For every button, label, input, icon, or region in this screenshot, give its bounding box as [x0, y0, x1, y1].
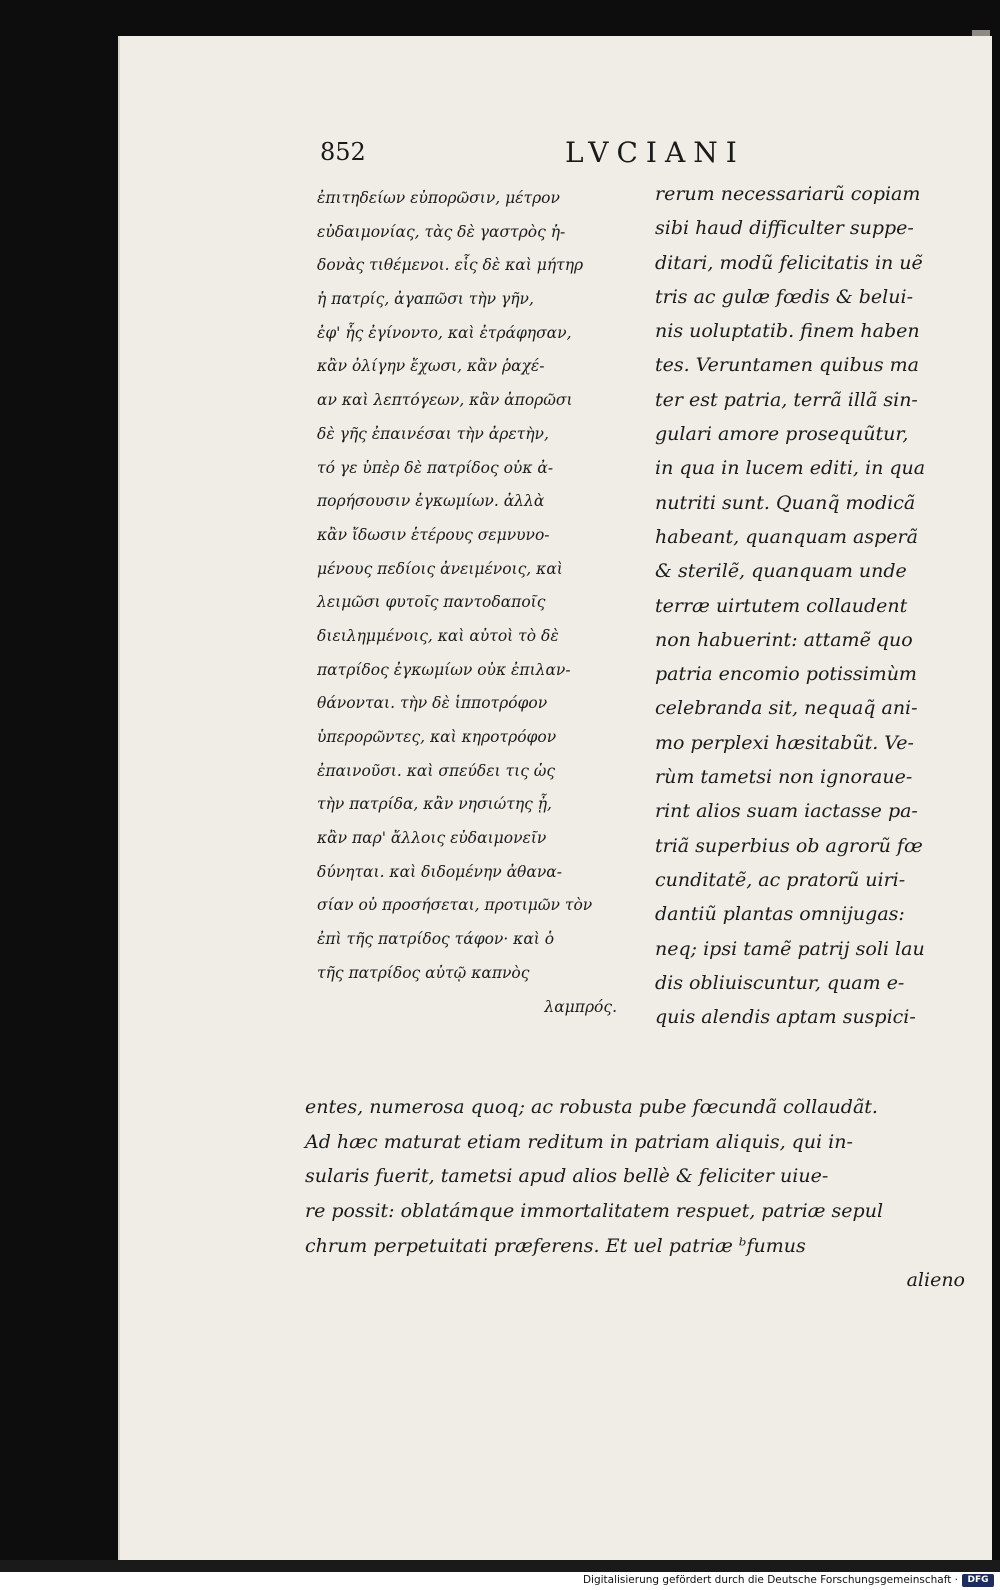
digitization-footer: [0, 1572, 1000, 1590]
greek-line: πατρίδος ἐγκωμίων οὐκ ἐπιλαν-: [317, 660, 571, 679]
latin-line: ter est patria, terrã illã sin-: [655, 388, 918, 411]
greek-line: τὴν πατρίδα, κἂν νησιώτης ᾖ,: [317, 795, 552, 814]
latin-line: in qua in lucem editi, in qua: [655, 457, 926, 480]
page-shadow: [0, 1560, 1000, 1572]
latin-line: terræ uirtutem collaudent: [655, 594, 908, 617]
latin-line: nis uoluptatib. finem haben: [655, 320, 920, 343]
full-width-line: sularis fuerit, tametsi apud alios bellè & feliciter uiue-: [305, 1165, 829, 1188]
page-header: [320, 138, 960, 174]
latin-line: ditari, modũ felicitatis in uẽ: [655, 251, 923, 274]
greek-line: δονὰς τιθέμενοι. εἷς δὲ καὶ μήτηρ: [317, 256, 584, 275]
latin-line: nutriti sunt. Quanq̃ modicã: [655, 491, 916, 514]
greek-line: αν καὶ λεπτόγεων, κἂν ἀπορῶσι: [317, 391, 573, 410]
greek-line: ἐπαινοῦσι. καὶ σπεύδει τις ὡς: [317, 761, 556, 780]
dfg-logo-icon: DFG: [962, 1574, 994, 1587]
page-number: 852: [320, 138, 366, 166]
latin-line: & sterilẽ, quanquam unde: [655, 560, 907, 583]
latin-line: dis obliuiscuntur, quam e-: [655, 971, 905, 994]
greek-line: μένους πεδίοις ἀνειμένοις, καὶ: [317, 559, 563, 578]
greek-line: διειλημμένοις, καὶ αὐτοὶ τὸ δὲ: [317, 626, 559, 645]
full-width-line: re possit: oblatámque immortalitatem respuet, patriæ sepul: [305, 1200, 884, 1223]
greek-line: θάνονται. τὴν δὲ ἱπποτρόφον: [317, 694, 548, 713]
latin-full-width-text: [305, 1090, 965, 1298]
latin-line: neq; ipsi tamẽ patrij soli lau: [655, 937, 925, 960]
greek-line: κἂν ἴδωσιν ἑτέρους σεμνυνο-: [317, 525, 550, 544]
running-title: LVCIANI: [565, 136, 745, 169]
latin-line: habeant, quanquam asperã: [655, 525, 918, 548]
greek-line: πορήσουσιν ἐγκωμίων. ἀλλὰ: [317, 492, 545, 511]
greek-line: λειμῶσι φυτοῖς παντοδαποῖς: [317, 593, 546, 612]
greek-text-column: [317, 182, 647, 1024]
latin-line: rerum necessariarũ copiam: [655, 183, 921, 205]
greek-line: ἐπὶ τῆς πατρίδος τάφον· καὶ ὁ: [317, 930, 555, 949]
latin-line: rint alios suam iactasse pa-: [655, 800, 918, 823]
greek-line: λαμπρός.: [544, 997, 617, 1016]
latin-line: triã superbius ob agrorũ fœ: [655, 834, 923, 857]
catchword: alieno: [906, 1269, 965, 1292]
greek-line: τῆς πατρίδος αὐτῷ καπνὸς: [317, 963, 530, 982]
footer-credit-text: Digitalisierung gefördert durch die Deutsche Forschungsgemeinschaft ·: [582, 1574, 958, 1586]
latin-line: mo perplexi hæsitabũt. Ve-: [655, 731, 914, 754]
full-width-line: chrum perpetuitati præferens. Et uel patriæ ᵇfumus: [305, 1234, 806, 1257]
latin-line: dantiũ plantas omnijugas:: [655, 903, 905, 926]
latin-line: quis alendis aptam suspici-: [655, 1006, 916, 1029]
latin-line: non habuerint: attamẽ quo: [655, 628, 913, 651]
greek-line: ἡ πατρίς, ἀγαπῶσι τὴν γῆν,: [317, 290, 534, 309]
latin-line: celebranda sit, nequaq̃ ani-: [655, 697, 918, 720]
latin-line: sibi haud difficulter suppe-: [655, 217, 914, 240]
latin-line: gulari amore prosequũtur,: [655, 423, 909, 446]
latin-line: patria encomio potissimùm: [655, 663, 917, 686]
latin-line: tes. Veruntamen quibus ma: [655, 354, 919, 377]
greek-line: ἐφ' ἧς ἐγίνοντο, καὶ ἐτράφησαν,: [317, 323, 572, 342]
greek-line: κἂν ὀλίγην ἔχωσι, κἂν ῥαχέ-: [317, 357, 545, 376]
greek-line: τό γε ὑπὲρ δὲ πατρίδος οὐκ ἀ-: [317, 458, 554, 477]
latin-text-column: [655, 177, 970, 1034]
greek-line: εὐδαιμονίας, τὰς δὲ γαστρὸς ἡ-: [317, 222, 566, 241]
latin-line: tris ac gulæ fœdis & belui-: [655, 285, 913, 308]
greek-line: δὲ γῆς ἐπαινέσαι τὴν ἀρετὴν,: [317, 424, 549, 443]
greek-line: ἐπιτηδείων εὐπορῶσιν, μέτρον: [317, 189, 560, 207]
full-width-line: Ad hæc maturat etiam reditum in patriam aliquis, qui in-: [305, 1130, 853, 1153]
latin-line: cunditatẽ, ac pratorũ uiri-: [655, 868, 906, 891]
greek-line: ὑπερορῶντες, καὶ κηροτρόφον: [317, 728, 557, 746]
greek-line: δύνηται. καὶ διδομένην ἀθανα-: [317, 862, 562, 881]
full-width-line: entes, numerosa quoq; ac robusta pube fœcundã collaudãt.: [305, 1096, 878, 1118]
greek-line: σίαν οὐ προσήσεται, προτιμῶν τὸν: [317, 896, 593, 915]
greek-line: κἂν παρ' ἄλλοις εὐδαιμονεῖν: [317, 829, 547, 848]
latin-line: rùm tametsi non ignoraue-: [655, 766, 913, 789]
